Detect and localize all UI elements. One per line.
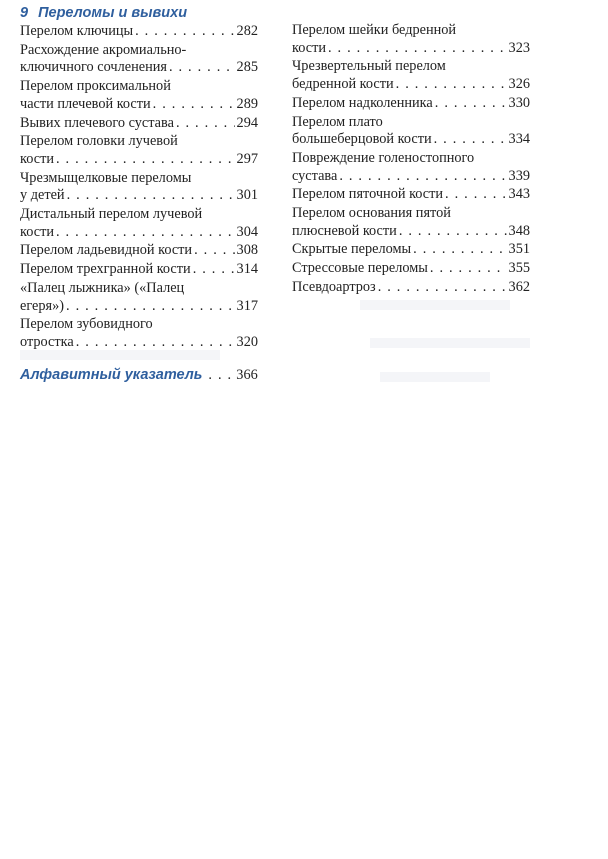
- toc-entry[interactable]: [20, 78, 258, 113]
- toc-entry-line: [20, 78, 258, 96]
- toc-entry-line: [20, 261, 258, 279]
- toc-entry-title: Перелом трехгранной кости: [20, 261, 191, 278]
- toc-list-right: [292, 22, 530, 297]
- toc-entry[interactable]: [20, 261, 258, 279]
- leader-dots: [435, 95, 507, 113]
- toc-entry-title: плюсневой кости: [292, 222, 397, 239]
- toc-entry-line: [20, 170, 258, 188]
- leader-dots: [194, 242, 234, 260]
- toc-entry-title: Перелом шейки бедренной: [292, 22, 457, 38]
- toc-entry-title: ключичного сочленения: [20, 59, 167, 76]
- toc-entry-title: Псевдоартроз: [292, 279, 376, 295]
- toc-entry-line: [20, 23, 258, 41]
- leader-dots: [176, 115, 235, 133]
- toc-entry-line: [20, 316, 258, 334]
- toc-entry-line: [20, 206, 258, 224]
- leader-dots: [56, 224, 235, 242]
- toc-entry[interactable]: [20, 133, 258, 168]
- toc-entry-line: [20, 242, 258, 260]
- toc-page-number: 334: [508, 131, 530, 148]
- leader-dots: [378, 279, 507, 297]
- toc-entry-line: [292, 76, 530, 94]
- toc-entry-title: Повреждение голеностопного: [292, 149, 475, 166]
- toc-entry[interactable]: [20, 42, 258, 77]
- toc-entry[interactable]: [292, 186, 530, 204]
- bleed-through: [380, 372, 490, 382]
- toc-entry-title: у детей: [20, 187, 65, 204]
- toc-page-number: 314: [236, 261, 258, 278]
- leader-dots: [430, 260, 507, 278]
- toc-entry[interactable]: [20, 242, 258, 260]
- toc-entry[interactable]: [292, 260, 530, 278]
- chapter-number: 9: [20, 5, 29, 21]
- leader-dots: [76, 334, 235, 352]
- toc-entry-title: бедренной кости: [292, 75, 394, 92]
- toc-entry[interactable]: [20, 280, 258, 315]
- toc-entry-line: [292, 58, 530, 76]
- toc-entry-line: [20, 224, 258, 242]
- leader-dots: [339, 168, 506, 186]
- toc-entry-title: Чрезмыщелковые переломы: [20, 169, 192, 186]
- toc-entry[interactable]: [20, 170, 258, 205]
- toc-entry-title: кости: [20, 150, 54, 167]
- leader-dots: [328, 40, 507, 58]
- toc-entry[interactable]: [292, 22, 530, 57]
- toc-entry[interactable]: [20, 206, 258, 241]
- leader-dots: [399, 223, 507, 241]
- leader-dots: [169, 59, 235, 77]
- toc-entry-line: [20, 280, 258, 298]
- toc-entry-line: [292, 223, 530, 241]
- toc-entry-title: Дистальный перелом лучевой: [20, 206, 203, 223]
- leader-dots: [67, 187, 235, 205]
- toc-entry[interactable]: [292, 114, 530, 149]
- toc-entry-title: Стрессовые переломы: [292, 260, 428, 277]
- toc-entry-title: Перелом ключицы: [20, 23, 134, 39]
- toc-entry[interactable]: [20, 23, 258, 41]
- toc-entry[interactable]: [292, 241, 530, 259]
- toc-entry-line: [20, 115, 258, 133]
- leader-dots: [413, 241, 506, 259]
- toc-entry-title: Перелом проксимальной: [20, 78, 171, 95]
- toc-entry-line: [20, 133, 258, 151]
- index-page-number: 366: [236, 367, 258, 383]
- toc-entry-title: Перелом надколенника: [292, 94, 433, 111]
- toc-entry[interactable]: [292, 205, 530, 240]
- toc-entry-line: [292, 168, 530, 186]
- toc-entry-line: [20, 298, 258, 316]
- toc-page-number: 297: [236, 150, 258, 167]
- toc-entry-title: большеберцовой кости: [292, 131, 432, 148]
- toc-entry[interactable]: [20, 316, 258, 351]
- toc-page-number: 289: [236, 95, 258, 112]
- toc-entry-line: [20, 42, 258, 60]
- toc-page-number: 285: [236, 59, 258, 76]
- toc-entry-line: [292, 114, 530, 132]
- toc-page-number: 351: [508, 241, 530, 258]
- toc-entry[interactable]: [292, 95, 530, 113]
- toc-entry-title: Расхождение акромиально-: [20, 41, 187, 58]
- toc-entry-line: [292, 131, 530, 149]
- toc-entry-line: [292, 150, 530, 168]
- chapter-heading: [20, 3, 258, 23]
- chapter-title: Переломы и вывихи: [38, 5, 188, 21]
- toc-entry-title: Вывих плечевого сустава: [20, 114, 174, 131]
- toc-entry-title: кости: [20, 223, 54, 240]
- toc-page-number: 308: [236, 242, 258, 259]
- toc-page-number: 294: [236, 114, 258, 131]
- toc-entry-line: [292, 205, 530, 223]
- toc-entry-title: Перелом зубовидного: [20, 316, 153, 333]
- toc-entry-line: [20, 187, 258, 205]
- toc-left-column: [20, 0, 258, 353]
- index-title: Алфавитный указатель: [20, 367, 203, 383]
- toc-entry-line: [292, 95, 530, 113]
- toc-page-number: 317: [236, 297, 258, 314]
- toc-entry[interactable]: [292, 58, 530, 93]
- toc-page-number: 323: [508, 39, 530, 56]
- toc-entry-title: Перелом ладьевидной кости: [20, 242, 193, 259]
- leader-dots: [445, 186, 507, 204]
- leader-dots: [396, 76, 507, 94]
- toc-entry-line: [292, 241, 530, 259]
- leader-dots: [56, 151, 235, 169]
- toc-entry-line: [292, 279, 530, 297]
- leader-dots: [153, 96, 235, 114]
- toc-entry-title: части плечевой кости: [20, 95, 151, 112]
- toc-entry-title: кости: [292, 39, 326, 56]
- bleed-through: [360, 300, 510, 310]
- toc-entry-line: [292, 186, 530, 204]
- toc-page-number: 343: [508, 186, 530, 203]
- leader-dots: [193, 261, 235, 279]
- toc-entry[interactable]: [292, 279, 530, 297]
- toc-page-number: 330: [508, 94, 530, 111]
- toc-page-number: 339: [508, 167, 530, 184]
- toc-page-number: 355: [508, 260, 530, 277]
- toc-entry-title: Перелом головки лучевой: [20, 133, 178, 150]
- toc-entry-line: [20, 151, 258, 169]
- toc-entry[interactable]: [292, 150, 530, 185]
- toc-page-number: 362: [508, 279, 530, 295]
- toc-page-number: 320: [236, 333, 258, 350]
- toc-page-number: 304: [236, 223, 258, 240]
- toc-list-left: [20, 23, 258, 352]
- toc-page-number: 348: [508, 222, 530, 239]
- toc-entry-line: [20, 96, 258, 114]
- toc-entry-line: [292, 22, 530, 40]
- toc-entry-title: Чрезвертельный перелом: [292, 58, 446, 75]
- bleed-through: [370, 338, 530, 348]
- toc-entry-title: Скрытые переломы: [292, 241, 412, 258]
- leader-dots: [434, 131, 507, 149]
- toc-entry-title: Перелом плато: [292, 113, 383, 130]
- toc-entry[interactable]: [20, 115, 258, 133]
- toc-entry-title: сустава: [292, 167, 338, 184]
- toc-page-number: 301: [236, 187, 258, 204]
- toc-entry-title: «Палец лыжника» («Палец: [20, 280, 185, 296]
- toc-entry-title: отростка: [20, 333, 74, 350]
- toc-page-number: 326: [508, 75, 530, 92]
- toc-entry-line: [292, 260, 530, 278]
- toc-entry-line: [20, 59, 258, 77]
- toc-entry-line: [292, 40, 530, 58]
- toc-entry-title: Перелом пяточной кости: [292, 186, 444, 203]
- toc-page-number: 282: [236, 23, 258, 39]
- toc-entry-line: [20, 334, 258, 352]
- index-leader-dots: . . .: [208, 367, 233, 383]
- toc-entry-title: Перелом основания пятой: [292, 205, 451, 222]
- toc-right-column: [292, 22, 530, 298]
- leader-dots: [135, 23, 234, 41]
- index-entry[interactable]: [20, 367, 260, 384]
- leader-dots: [66, 298, 235, 316]
- toc-entry-title: егеря»): [20, 297, 65, 314]
